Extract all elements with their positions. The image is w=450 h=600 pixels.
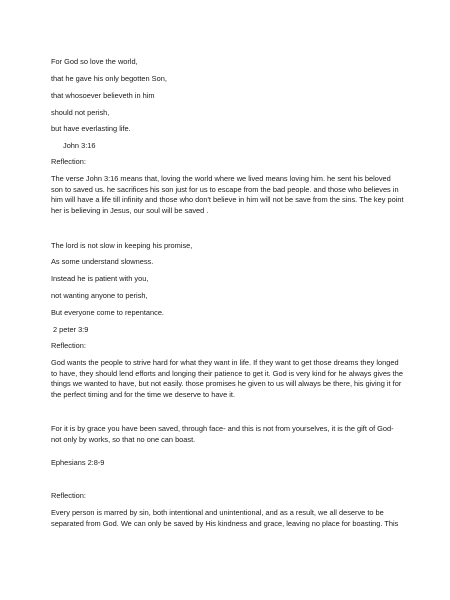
verse2-line-3: Instead he is patient with you,	[51, 274, 149, 283]
verse1-line-4: should not perish,	[51, 108, 110, 117]
verse1-line-1: For God so love the world,	[51, 57, 138, 66]
reflection1-heading: Reflection:	[51, 157, 86, 166]
reflection1-text: The verse John 3:16 means that, loving the world where we lived means loving him. he sent his beloved son to saved us. he sacrifices his son just for us to escape from the bad people. and those who believes in him will have a life till infinity and those who don't believe in him will not be save from the sins. The key point her is believing in Jesus, our soul will be saved .	[51, 174, 404, 215]
reflection2-text: God wants the people to strive hard for what they want in life. If they want to get those dreams they longed to have, they should lend efforts and longing their patience to get it. God is very kind for he always gives the things we wanted to have, but not easily. those promises he given to us will always be there, his giving it for the perfect timing and for the time we deserve to have it.	[51, 358, 403, 399]
verse2-line-5: But everyone come to repentance.	[51, 308, 164, 317]
verse2-line-2: As some understand slowness.	[51, 257, 154, 266]
verse2-line-4: not wanting anyone to perish,	[51, 291, 148, 300]
verse3-reference: Ephesians 2:8-9	[51, 458, 105, 467]
verse2-line-1: The lord is not slow in keeping his promise,	[51, 241, 193, 250]
reflection3-text: Every person is marred by sin, both intentional and unintentional, and as a result, we all deserve to be separated from God. We can only be saved by His kindness and grace, leaving no place for boasting. This	[51, 508, 399, 528]
verse1-line-2: that he gave his only begotten Son,	[51, 74, 167, 83]
reflection2-heading: Reflection:	[51, 341, 86, 350]
verse2-reference: 2 peter 3:9	[53, 325, 89, 334]
reflection3-heading: Reflection:	[51, 491, 86, 500]
verse1-line-3: that whosoever believeth in him	[51, 91, 155, 100]
verse1-reference: John 3:16	[63, 141, 96, 150]
verse3-text: For it is by grace you have been saved, through face- and this is not from yourselves, it is the gift of God- not only by works, so that no one can boast.	[51, 424, 394, 444]
verse1-line-5: but have everlasting life.	[51, 124, 131, 133]
